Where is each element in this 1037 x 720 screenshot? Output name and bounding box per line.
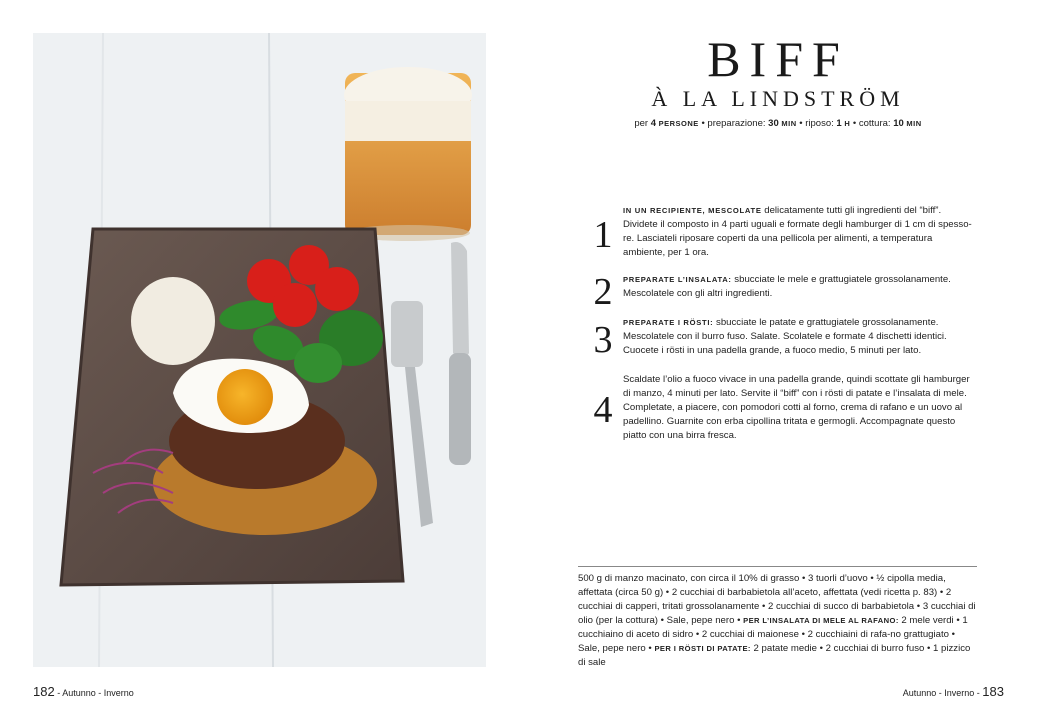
ingredients-main: 500 g di manzo macinato, con circa il 10% di grasso • 3 tuorli d’uovo • ½ cipolla media, affettata (circa 50 g) • 2 cucchiai di barbabietola all’aceto, affettata (vedi ricetta p. 83) • 2 cucchiai di capperi, tritati grossolanamente • 2 cucchiai di succo di barbabietola • 3 cucchiai di olio (per la cottura) • Sale, pepe nero • <box>578 573 976 626</box>
meta-sep-1: • <box>698 118 708 129</box>
step-1 <box>588 204 978 264</box>
step-text <box>623 316 975 358</box>
recipe-photo <box>33 33 486 667</box>
section-right: Autunno - Inverno - <box>902 688 983 698</box>
section-left: - Autunno - Inverno <box>54 688 134 698</box>
title-line-1: BIFF <box>707 31 849 87</box>
meta-cook-label: cottura: <box>858 118 891 129</box>
page-number-right: 183 <box>982 684 1004 699</box>
step-text <box>623 273 975 301</box>
title-line-2: À LA LINDSTRÖM <box>651 86 905 111</box>
ingredients-salad-heading: PER L’INSALATA DI MELE AL RAFANO: <box>743 616 899 625</box>
meta-cook-value: 10 <box>893 118 904 129</box>
step-body: sbucciate le patate e grattugiatele grossolanamente. Mescolatele con il burro fuso. Salate. Scolatele e formate 4 dischetti identici. Cuocete i rösti in una padella grande, a fuoco medio, 5 minuti per lato. <box>623 317 947 356</box>
step-number: 2 <box>593 271 613 313</box>
ingredients-salad: 2 mele verdi • 1 cucchiaino di aceto di sidro • 2 cucchiai di maionese • 2 cucchiaini di rafa-no grattugiato • Sale, pepe nero • <box>578 615 968 654</box>
meta-persons-num: 4 <box>650 118 656 129</box>
meta-rest-value: 1 <box>836 118 842 129</box>
recipe-meta <box>600 118 956 129</box>
step-number: 3 <box>593 319 613 361</box>
meta-persons: PERSONE <box>658 119 699 128</box>
step-lead: IN UN RECIPIENTE, MESCOLATE <box>623 206 762 215</box>
meta-rest-unit: H <box>844 119 851 128</box>
step-lead: PREPARATE L’INSALATA: <box>623 275 732 284</box>
meta-rest-label: riposo: <box>805 118 834 129</box>
meta-cook-unit: MIN <box>906 119 922 128</box>
folio-left <box>33 684 134 699</box>
step-number: 4 <box>593 389 613 431</box>
recipe-title <box>600 31 956 112</box>
meta-prep-value: 30 <box>768 118 779 129</box>
ingredients-rosti: 2 patate medie • 2 cucchiai di burro fuso • 1 pizzico di sale <box>578 643 971 668</box>
ingredients-rosti-heading: PER I RÖSTI DI PATATE: <box>654 644 751 653</box>
step-body: delicatamente tutti gli ingredienti del “biff”. Dividete il composto in 4 parti uguali e formate degli hamburger di 1 cm di spesso-re. Lasciateli riposare coperti da una pellicola per alimenti, a temperatura ambiente, per 1 ora. <box>623 205 972 258</box>
ingredients-list <box>578 566 977 670</box>
step-3 <box>588 316 978 360</box>
step-lead: PREPARATE I RÖSTI: <box>623 318 714 327</box>
step-4 <box>588 373 978 445</box>
step-body: sbucciate le mele e grattugiatele grossolanamente. Mescolatele con gli altri ingredienti. <box>623 274 951 299</box>
page-number-left: 182 <box>33 684 55 699</box>
folio-right <box>903 684 1004 699</box>
meta-sep-2: • <box>796 118 806 129</box>
step-text <box>623 204 975 260</box>
meta-per: per <box>634 118 649 129</box>
recipe-photo-illustration <box>33 33 486 667</box>
step-text <box>623 373 975 443</box>
horseradish-cream <box>131 277 215 365</box>
meta-sep-3: • <box>850 118 859 129</box>
meta-prep-label: preparazione: <box>707 118 766 129</box>
step-body: Scaldate l’olio a fuoco vivace in una padella grande, quindi scottate gli hamburger di manzo, 4 minuti per lato. Servite il “biff” con i rösti di patate e l’insalata di mele. Completate, a piacere, con pomodori cotti al forno, crema di rafano e un uovo al padellino. Guarnite con erba cipollina tritata e germogli. Accompagnate questo piatto con una birra fresca. <box>623 374 970 441</box>
beer-glass <box>344 67 472 241</box>
step-number: 1 <box>593 214 613 256</box>
step-2 <box>588 271 978 313</box>
meta-prep-unit: MIN <box>781 119 797 128</box>
